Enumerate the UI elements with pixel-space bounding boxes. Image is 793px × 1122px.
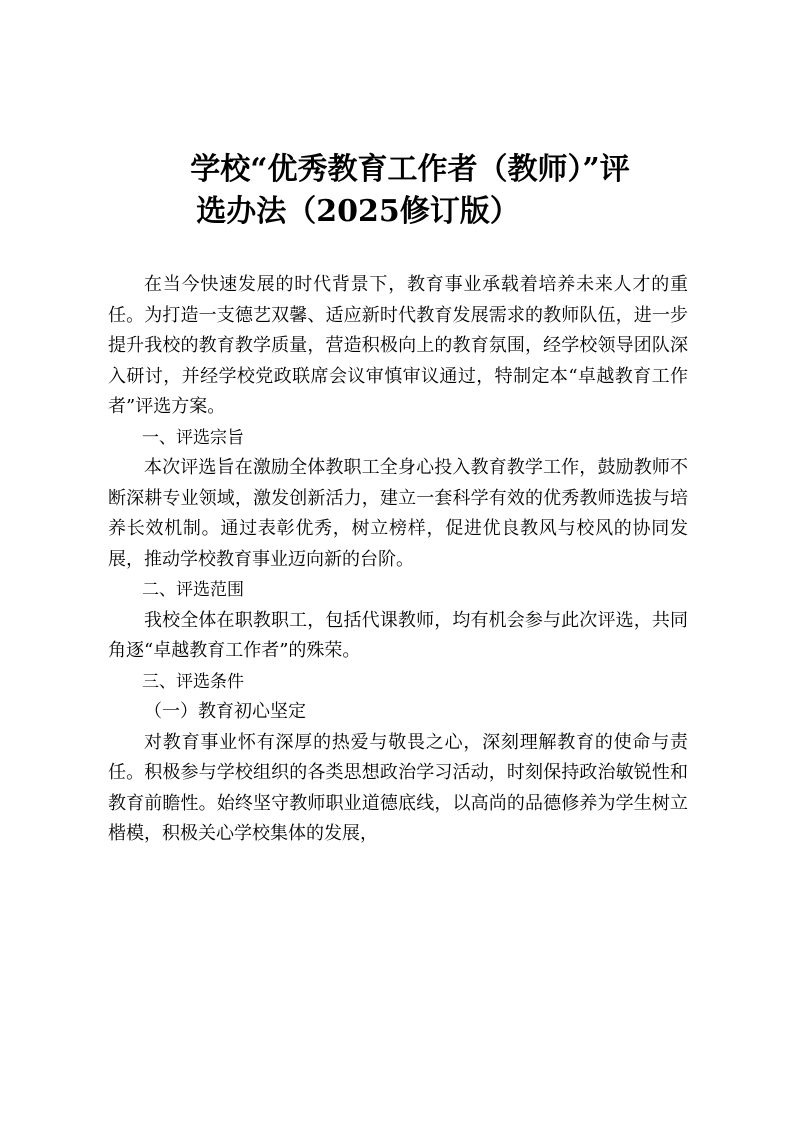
commitment-paragraph: 对教育事业怀有深厚的热爱与敬畏之心，深刻理解教育的使命与责任。积极参与学校组织的各类思想政治学习活动，时刻保持政治敏锐性和教育前瞻性。始终坚守教师职业道德底线，以高尚的品德修养为学生树立楷模，积极关心学校集体的发展， [108, 731, 688, 844]
intro-paragraph: 在当今快速发展的时代背景下，教育事业承载着培养未来人才的重任。为打造一支德艺双馨、适应新时代教育发展需求的教师队伍，进一步提升我校的教育教学质量，营造积极向上的教育氛围，经学校领导团队深入研讨，并经学校党政联席会议审慎审议通过，特制定本“卓越教育工作者”评选方案。 [108, 274, 688, 417]
subsection-heading-commitment: （一）教育初心坚定 [144, 701, 306, 722]
document-title-line-1: 学校“优秀教育工作者（教师）”评 [190, 152, 630, 187]
section-heading-conditions: 三、评选条件 [142, 671, 244, 692]
section-heading-purpose: 一、评选宗旨 [142, 427, 244, 448]
section-heading-scope: 二、评选范围 [142, 580, 244, 600]
document-body [108, 270, 688, 850]
scope-paragraph: 我校全体在职教职工，包括代课教师，均有机会参与此次评选，共同角逐“卓越教育工作者”的殊荣。 [108, 609, 688, 661]
document-title-line-2: 选办法（2025修订版） [196, 194, 520, 229]
purpose-paragraph: 本次评选旨在激励全体教职工全身心投入教育教学工作，鼓励教师不断深耕专业领域，激发创新活力，建立一套科学有效的优秀教师选拔与培养长效机制。通过表彰优秀，树立榜样，促进优良教风与校风的协同发展，推动学校教育事业迈向新的台阶。 [108, 457, 688, 570]
